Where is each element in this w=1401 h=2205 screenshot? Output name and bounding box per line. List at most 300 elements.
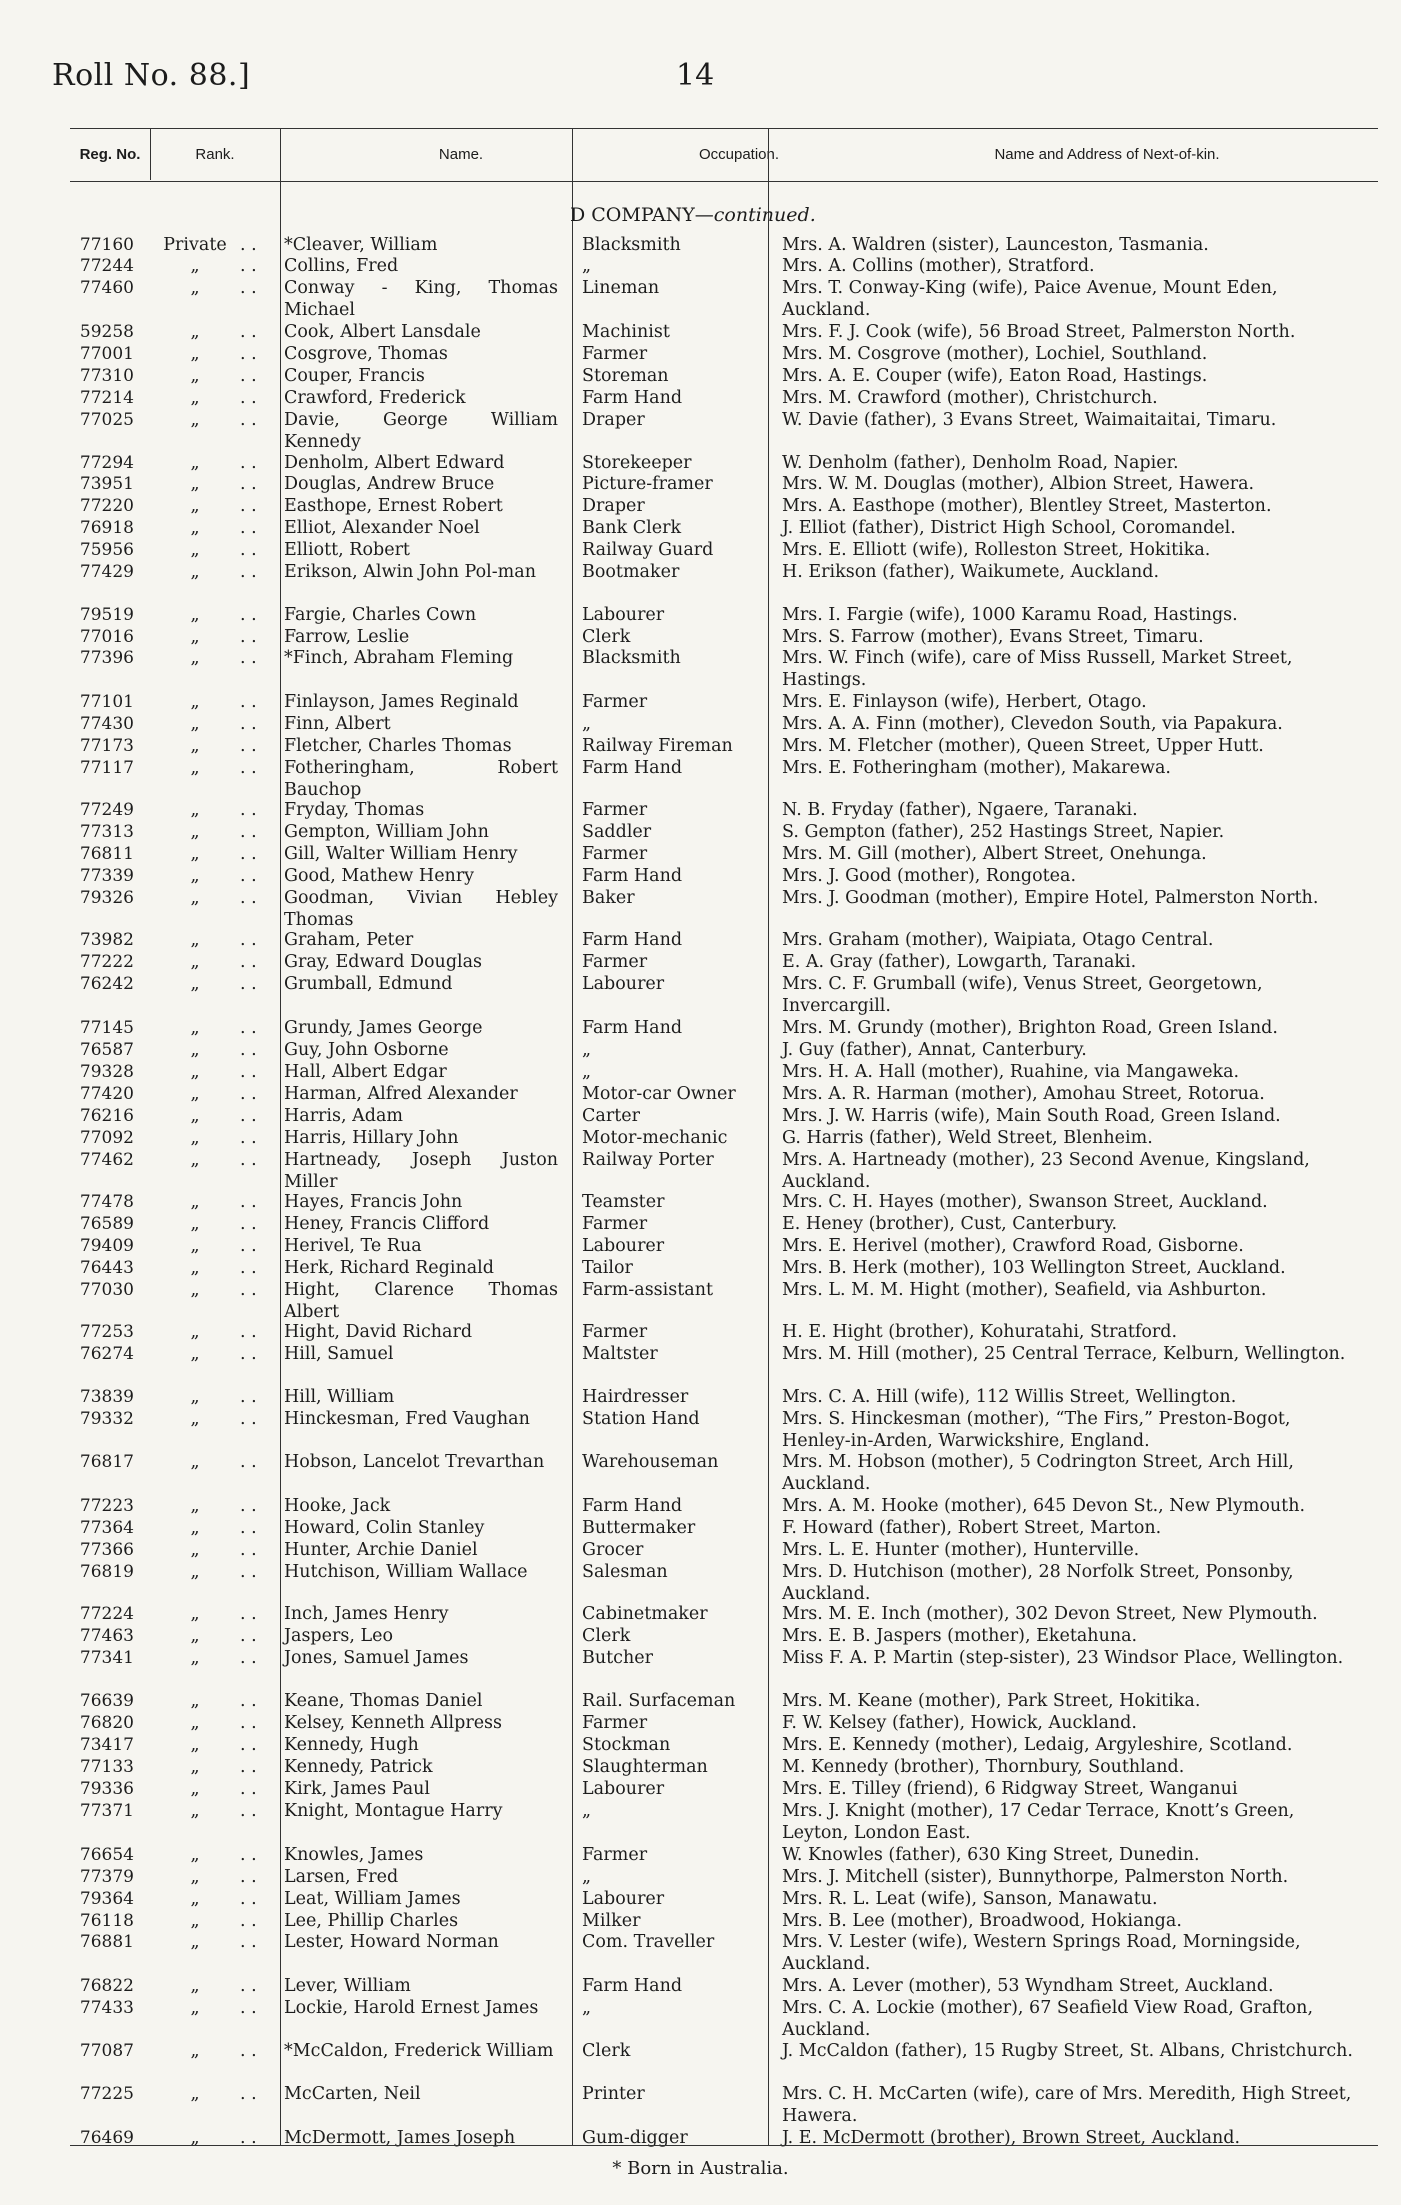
rank: „ <box>190 2128 200 2148</box>
occupation: Gum-digger <box>582 2128 688 2148</box>
next-of-kin: Mrs. B. Lee (mother), Broadwood, Hokianga. <box>782 1911 1182 1931</box>
next-of-kin: E. A. Gray (father), Lowgarth, Taranaki. <box>782 952 1137 972</box>
soldier-name: Leat, William James <box>284 1889 461 1909</box>
occupation: Baker <box>582 888 635 908</box>
occupation: Station Hand <box>582 1409 700 1429</box>
next-of-kin: G. Harris (father), Weld Street, Blenheim. <box>782 1128 1153 1148</box>
rank: „ <box>190 1648 200 1668</box>
reg-number: 77463 <box>79 1626 134 1646</box>
rank: „ <box>190 1150 200 1170</box>
soldier-name: Lever, William <box>284 1976 411 1996</box>
soldier-name: Fotheringham, Robert Bauchop <box>284 758 558 800</box>
occupation: Motor-car Owner <box>582 1084 736 1104</box>
soldier-name: Hartneady, Joseph Juston Miller <box>284 1150 558 1192</box>
rank: „ <box>190 714 200 734</box>
next-of-kin: Mrs. W. Finch (wife), care of Miss Russell, Market Street, Hastings. <box>782 648 1293 690</box>
occupation: „ <box>582 1801 592 1821</box>
soldier-name: *Finch, Abraham Fleming <box>284 648 514 668</box>
leader-dots: . . <box>240 1998 257 2018</box>
next-of-kin: Mrs. V. Lester (wife), Western Springs Road, Morningside, Auckland. <box>782 1932 1301 1974</box>
rank: „ <box>190 1779 200 1799</box>
leader-dots: . . <box>240 1648 257 1668</box>
leader-dots: . . <box>240 1387 257 1407</box>
occupation: Labourer <box>582 1889 665 1909</box>
occupation: Stockman <box>582 1735 671 1755</box>
rank: „ <box>190 822 200 842</box>
leader-dots: . . <box>240 1344 257 1364</box>
rank: „ <box>190 1867 200 1887</box>
occupation: Buttermaker <box>582 1518 696 1538</box>
reg-number: 77396 <box>79 648 134 668</box>
rank: „ <box>190 758 200 778</box>
rank: „ <box>190 1322 200 1342</box>
occupation: Saddler <box>582 822 652 842</box>
rank: „ <box>190 627 200 647</box>
reg-number: 76587 <box>79 1040 134 1060</box>
soldier-name: Davie, George William Kennedy <box>284 410 558 452</box>
rank: „ <box>190 1344 200 1364</box>
occupation: Maltster <box>582 1344 658 1364</box>
soldier-name: Gempton, William John <box>284 822 489 842</box>
soldier-name: Farrow, Leslie <box>284 627 410 647</box>
next-of-kin: H. E. Hight (brother), Kohuratahi, Stratford. <box>782 1322 1178 1342</box>
leader-dots: . . <box>240 714 257 734</box>
soldier-name: Grumball, Edmund <box>284 974 453 994</box>
reg-number: 77101 <box>79 692 134 712</box>
leader-dots: . . <box>240 1280 257 1300</box>
next-of-kin: Mrs. C. F. Grumball (wife), Venus Street, Georgetown, Invercargill. <box>782 974 1263 1016</box>
next-of-kin: Mrs. A. A. Finn (mother), Clevedon South, via Papakura. <box>782 714 1283 734</box>
col-rank: Rank. <box>195 146 235 163</box>
reg-number: 73982 <box>79 930 134 950</box>
next-of-kin: M. Kennedy (brother), Thornbury, Southland. <box>782 1757 1185 1777</box>
leader-dots: . . <box>240 1062 257 1082</box>
next-of-kin: Mrs. L. M. M. Hight (mother), Seafield, via Ashburton. <box>782 1280 1267 1300</box>
reg-number: 73417 <box>79 1735 134 1755</box>
next-of-kin: E. Heney (brother), Cust, Canterbury. <box>782 1214 1118 1234</box>
leader-dots: . . <box>240 1128 257 1148</box>
rank: „ <box>190 1409 200 1429</box>
occupation: Draper <box>582 496 645 516</box>
reg-number: 76881 <box>79 1932 134 1952</box>
next-of-kin: Mrs. S. Hinckesman (mother), “The Firs,” Preston-Bogot, Henley-in-Arden, Warwickshire, England. <box>782 1409 1291 1451</box>
occupation: „ <box>582 1062 592 1082</box>
soldier-name: Grundy, James George <box>284 1018 483 1038</box>
occupation: Slaughterman <box>582 1757 708 1777</box>
rank: „ <box>190 1084 200 1104</box>
occupation: Rail. Surfaceman <box>582 1691 736 1711</box>
reg-number: 77223 <box>79 1496 134 1516</box>
leader-dots: . . <box>240 844 257 864</box>
soldier-name: Goodman, Vivian Hebley Thomas <box>284 888 558 930</box>
leader-dots: . . <box>240 1214 257 1234</box>
rank: „ <box>190 1192 200 1212</box>
leader-dots: . . <box>240 410 257 430</box>
leader-dots: . . <box>240 1779 257 1799</box>
leader-dots: . . <box>240 952 257 972</box>
leader-dots: . . <box>240 974 257 994</box>
reg-number: 76654 <box>79 1845 134 1865</box>
leader-dots: . . <box>240 1236 257 1256</box>
reg-number: 77025 <box>79 410 134 430</box>
leader-dots: . . <box>240 1757 257 1777</box>
rank: „ <box>190 1040 200 1060</box>
leader-dots: . . <box>240 496 257 516</box>
reg-number: 79336 <box>79 1779 134 1799</box>
leader-dots: . . <box>240 562 257 582</box>
soldier-name: *McCaldon, Frederick William <box>284 2041 554 2061</box>
reg-number: 76443 <box>79 1258 134 1278</box>
reg-number: 76274 <box>79 1344 134 1364</box>
divider <box>150 128 151 180</box>
next-of-kin: Mrs. J. Knight (mother), 17 Cedar Terrace, Knott’s Green, Leyton, London East. <box>782 1801 1295 1843</box>
column-header-bar <box>70 128 1378 182</box>
footnote: * Born in Australia. <box>612 2158 789 2179</box>
rank: „ <box>190 930 200 950</box>
next-of-kin: Mrs. M. Gill (mother), Albert Street, Onehunga. <box>782 844 1207 864</box>
next-of-kin: Mrs. Graham (mother), Waipiata, Otago Central. <box>782 930 1214 950</box>
leader-dots: . . <box>240 1867 257 1887</box>
occupation: Farmer <box>582 1322 648 1342</box>
reg-number: 77460 <box>79 278 134 298</box>
reg-number: 77310 <box>79 366 134 386</box>
soldier-name: Kelsey, Kenneth Allpress <box>284 1713 503 1733</box>
reg-number: 77430 <box>79 714 134 734</box>
leader-dots: . . <box>240 866 257 886</box>
occupation: „ <box>582 1867 592 1887</box>
reg-number: 76242 <box>79 974 134 994</box>
rank: „ <box>190 256 200 276</box>
reg-number: 76820 <box>79 1713 134 1733</box>
leader-dots: . . <box>240 627 257 647</box>
leader-dots: . . <box>240 1976 257 1996</box>
reg-number: 77225 <box>79 2084 134 2104</box>
occupation: Clerk <box>582 1626 631 1646</box>
divider <box>280 128 281 2145</box>
occupation: Farmer <box>582 1845 648 1865</box>
soldier-name: Fryday, Thomas <box>284 800 425 820</box>
reg-number: 79409 <box>79 1236 134 1256</box>
soldier-name: Hunter, Archie Daniel <box>284 1540 478 1560</box>
next-of-kin: Mrs. A. Hartneady (mother), 23 Second Avenue, Kingsland, Auckland. <box>782 1150 1310 1192</box>
next-of-kin: Mrs. E. Herivel (mother), Crawford Road, Gisborne. <box>782 1236 1244 1256</box>
soldier-name: Inch, James Henry <box>284 1604 449 1624</box>
occupation: Blacksmith <box>582 648 681 668</box>
next-of-kin: Mrs. D. Hutchison (mother), 28 Norfolk Street, Ponsonby, Auckland. <box>782 1562 1294 1604</box>
occupation: Farmer <box>582 1713 648 1733</box>
reg-number: 77433 <box>79 1998 134 2018</box>
rank: „ <box>190 1496 200 1516</box>
reg-number: 76216 <box>79 1106 134 1126</box>
rank: „ <box>190 1562 200 1582</box>
leader-dots: . . <box>240 366 257 386</box>
rank: „ <box>190 692 200 712</box>
rank: „ <box>190 1735 200 1755</box>
reg-number: 76819 <box>79 1562 134 1582</box>
reg-number: 76811 <box>79 844 134 864</box>
leader-dots: . . <box>240 474 257 494</box>
next-of-kin: Mrs. R. L. Leat (wife), Sanson, Manawatu. <box>782 1889 1158 1909</box>
soldier-name: Cook, Albert Lansdale <box>284 322 481 342</box>
reg-number: 77092 <box>79 1128 134 1148</box>
rank: „ <box>190 1845 200 1865</box>
soldier-name: Hobson, Lancelot Trevarthan <box>284 1452 545 1472</box>
occupation: Labourer <box>582 974 665 994</box>
next-of-kin: Mrs. E. Elliott (wife), Rolleston Street, Hokitika. <box>782 540 1211 560</box>
leader-dots: . . <box>240 344 257 364</box>
leader-dots: . . <box>240 1040 257 1060</box>
leader-dots: . . <box>240 736 257 756</box>
occupation: Farmer <box>582 952 648 972</box>
next-of-kin: J. Elliot (father), District High School, Coromandel. <box>782 518 1236 538</box>
leader-dots: . . <box>240 888 257 908</box>
soldier-name: Finn, Albert <box>284 714 391 734</box>
next-of-kin: J. Guy (father), Annat, Canterbury. <box>782 1040 1087 1060</box>
rank: „ <box>190 1018 200 1038</box>
leader-dots: . . <box>240 1691 257 1711</box>
leader-dots: . . <box>240 518 257 538</box>
occupation: „ <box>582 1040 592 1060</box>
reg-number: 77214 <box>79 388 134 408</box>
soldier-name: Howard, Colin Stanley <box>284 1518 485 1538</box>
soldier-name: Lockie, Harold Ernest James <box>284 1998 539 2018</box>
soldier-name: Cosgrove, Thomas <box>284 344 448 364</box>
reg-number: 77173 <box>79 736 134 756</box>
soldier-name: Knowles, James <box>284 1845 424 1865</box>
occupation: Labourer <box>582 1236 665 1256</box>
rank: „ <box>190 278 200 298</box>
next-of-kin: Mrs. M. Crawford (mother), Christchurch. <box>782 388 1158 408</box>
reg-number: 73951 <box>79 474 134 494</box>
next-of-kin: Mrs. M. E. Inch (mother), 302 Devon Street, New Plymouth. <box>782 1604 1318 1624</box>
next-of-kin: Mrs. A. E. Couper (wife), Eaton Road, Hastings. <box>782 366 1208 386</box>
rank: „ <box>190 866 200 886</box>
reg-number: 77133 <box>79 1757 134 1777</box>
next-of-kin: S. Gempton (father), 252 Hastings Street, Napier. <box>782 822 1225 842</box>
rank: „ <box>190 344 200 364</box>
divider <box>572 128 573 2145</box>
reg-number: 77220 <box>79 496 134 516</box>
rank: „ <box>190 1757 200 1777</box>
soldier-name: Hill, Samuel <box>284 1344 394 1364</box>
rank: „ <box>190 366 200 386</box>
col-occupation: Occupation. <box>698 146 780 163</box>
next-of-kin: W. Davie (father), 3 Evans Street, Waimaitaitai, Timaru. <box>782 410 1277 430</box>
occupation: Labourer <box>582 605 665 625</box>
reg-number: 77117 <box>79 758 134 778</box>
next-of-kin: Mrs. A. R. Harman (mother), Amohau Street, Rotorua. <box>782 1084 1265 1104</box>
soldier-name: Lee, Phillip Charles <box>284 1911 459 1931</box>
rank: „ <box>190 496 200 516</box>
rank: „ <box>190 474 200 494</box>
reg-number: 77341 <box>79 1648 134 1668</box>
next-of-kin: Mrs. T. Conway-King (wife), Paice Avenue, Mount Eden, Auckland. <box>782 278 1278 320</box>
soldier-name: Good, Mathew Henry <box>284 866 475 886</box>
reg-number: 77478 <box>79 1192 134 1212</box>
reg-number: 77253 <box>79 1322 134 1342</box>
occupation: Blacksmith <box>582 235 681 255</box>
leader-dots: . . <box>240 1801 257 1821</box>
reg-number: 76822 <box>79 1976 134 1996</box>
occupation: „ <box>582 256 592 276</box>
leader-dots: . . <box>240 453 257 473</box>
leader-dots: . . <box>240 235 257 255</box>
occupation: Warehouseman <box>582 1452 719 1472</box>
rank: „ <box>190 2084 200 2104</box>
occupation: Farmer <box>582 800 648 820</box>
soldier-name: Jones, Samuel James <box>284 1648 469 1668</box>
next-of-kin: F. W. Kelsey (father), Howick, Auckland. <box>782 1713 1137 1733</box>
leader-dots: . . <box>240 1604 257 1624</box>
occupation: Storekeeper <box>582 453 692 473</box>
next-of-kin: Mrs. E. Fotheringham (mother), Makarewa. <box>782 758 1171 778</box>
rank: Private <box>163 235 227 255</box>
leader-dots: . . <box>240 1626 257 1646</box>
next-of-kin: Mrs. M. Grundy (mother), Brighton Road, Green Island. <box>782 1018 1278 1038</box>
reg-number: 77379 <box>79 1867 134 1887</box>
reg-number: 77364 <box>79 1518 134 1538</box>
rank: „ <box>190 1713 200 1733</box>
leader-dots: . . <box>240 1258 257 1278</box>
reg-number: 79328 <box>79 1062 134 1082</box>
next-of-kin: Mrs. J. W. Harris (wife), Main South Road, Green Island. <box>782 1106 1281 1126</box>
reg-number: 79519 <box>79 605 134 625</box>
leader-dots: . . <box>240 1845 257 1865</box>
soldier-name: Fletcher, Charles Thomas <box>284 736 512 756</box>
reg-number: 77244 <box>79 256 134 276</box>
soldier-name: Elliott, Robert <box>284 540 410 560</box>
occupation: Clerk <box>582 2041 631 2061</box>
occupation: Farmer <box>582 1214 648 1234</box>
soldier-name: Hutchison, William Wallace <box>284 1562 528 1582</box>
occupation: Farm Hand <box>582 930 683 950</box>
col-reg: Reg. No. <box>79 146 141 163</box>
occupation: Grocer <box>582 1540 644 1560</box>
col-name: Name. <box>438 146 484 163</box>
leader-dots: . . <box>240 1735 257 1755</box>
next-of-kin: Mrs. S. Farrow (mother), Evans Street, Timaru. <box>782 627 1204 647</box>
soldier-name: Hight, Clarence Thomas Albert <box>284 1280 558 1322</box>
occupation: Farm Hand <box>582 758 683 778</box>
soldier-name: Hinckesman, Fred Vaughan <box>284 1409 530 1429</box>
leader-dots: . . <box>240 1452 257 1472</box>
rank: „ <box>190 1889 200 1909</box>
occupation: Farm Hand <box>582 1496 683 1516</box>
soldier-name: Keane, Thomas Daniel <box>284 1691 483 1711</box>
next-of-kin: Mrs. E. Kennedy (mother), Ledaig, Argyleshire, Scotland. <box>782 1735 1293 1755</box>
occupation: Carter <box>582 1106 640 1126</box>
occupation: Com. Traveller <box>582 1932 715 1952</box>
rank: „ <box>190 1128 200 1148</box>
occupation: Bank Clerk <box>582 518 682 538</box>
reg-number: 77429 <box>79 562 134 582</box>
reg-number: 79332 <box>79 1409 134 1429</box>
leader-dots: . . <box>240 2041 257 2061</box>
rank: „ <box>190 1604 200 1624</box>
leader-dots: . . <box>240 1518 257 1538</box>
leader-dots: . . <box>240 1540 257 1560</box>
rank: „ <box>190 1998 200 2018</box>
reg-number: 77249 <box>79 800 134 820</box>
rank: „ <box>190 800 200 820</box>
leader-dots: . . <box>240 1889 257 1909</box>
soldier-name: Denholm, Albert Edward <box>284 453 505 473</box>
reg-number: 77366 <box>79 1540 134 1560</box>
next-of-kin: Mrs. J. Mitchell (sister), Bunnythorpe, Palmerston North. <box>782 1867 1289 1887</box>
occupation: Farmer <box>582 692 648 712</box>
soldier-name: Erikson, Alwin John Pol-man <box>284 562 536 582</box>
rank: „ <box>190 736 200 756</box>
leader-dots: . . <box>240 2084 257 2104</box>
occupation: Milker <box>582 1911 641 1931</box>
reg-number: 77371 <box>79 1801 134 1821</box>
reg-number: 77339 <box>79 866 134 886</box>
next-of-kin: Mrs. H. A. Hall (mother), Ruahine, via Mangaweka. <box>782 1062 1240 1082</box>
soldier-name: Knight, Montague Harry <box>284 1801 503 1821</box>
next-of-kin: Mrs. M. Cosgrove (mother), Lochiel, Southland. <box>782 344 1208 364</box>
leader-dots: . . <box>240 1192 257 1212</box>
occupation: Farm Hand <box>582 388 683 408</box>
next-of-kin: Mrs. I. Fargie (wife), 1000 Karamu Road, Hastings. <box>782 605 1238 625</box>
rank: „ <box>190 388 200 408</box>
leader-dots: . . <box>240 648 257 668</box>
occupation: Clerk <box>582 627 631 647</box>
occupation: Machinist <box>582 322 670 342</box>
occupation: Draper <box>582 410 645 430</box>
leader-dots: . . <box>240 692 257 712</box>
soldier-name: Hall, Albert Edgar <box>284 1062 447 1082</box>
reg-number: 77224 <box>79 1604 134 1624</box>
soldier-name: Harris, Adam <box>284 1106 403 1126</box>
soldier-name: Herk, Richard Reginald <box>284 1258 494 1278</box>
leader-dots: . . <box>240 540 257 560</box>
rank: „ <box>190 605 200 625</box>
soldier-name: Collins, Fred <box>284 256 399 276</box>
leader-dots: . . <box>240 822 257 842</box>
next-of-kin: Mrs. C. H. McCarten (wife), care of Mrs. Meredith, High Street, Hawera. <box>782 2084 1352 2126</box>
rank: „ <box>190 974 200 994</box>
next-of-kin: H. Erikson (father), Waikumete, Auckland. <box>782 562 1160 582</box>
leader-dots: . . <box>240 930 257 950</box>
occupation: Lineman <box>582 278 660 298</box>
soldier-name: Harman, Alfred Alexander <box>284 1084 518 1104</box>
reg-number: 77313 <box>79 822 134 842</box>
next-of-kin: Mrs. A. Waldren (sister), Launceston, Tasmania. <box>782 235 1209 255</box>
reg-number: 77160 <box>79 235 134 255</box>
occupation: Farmer <box>582 844 648 864</box>
occupation: Cabinetmaker <box>582 1604 708 1624</box>
soldier-name: Douglas, Andrew Bruce <box>284 474 495 494</box>
next-of-kin: W. Denholm (father), Denholm Road, Napier. <box>782 453 1179 473</box>
occupation: Storeman <box>582 366 669 386</box>
next-of-kin: Miss F. A. P. Martin (step-sister), 23 Windsor Place, Wellington. <box>782 1648 1344 1668</box>
occupation: Farm Hand <box>582 866 683 886</box>
reg-number: 77294 <box>79 453 134 473</box>
next-of-kin: Mrs. M. Hill (mother), 25 Central Terrace, Kelburn, Wellington. <box>782 1344 1346 1364</box>
rank: „ <box>190 540 200 560</box>
rank: „ <box>190 1236 200 1256</box>
reg-number: 77145 <box>79 1018 134 1038</box>
next-of-kin: Mrs. M. Hobson (mother), 5 Codrington Street, Arch Hill, Auckland. <box>782 1452 1294 1494</box>
soldier-name: Lester, Howard Norman <box>284 1932 499 1952</box>
leader-dots: . . <box>240 605 257 625</box>
leader-dots: . . <box>240 800 257 820</box>
leader-dots: . . <box>240 388 257 408</box>
next-of-kin: Mrs. E. Finlayson (wife), Herbert, Otago. <box>782 692 1147 712</box>
soldier-name: Hooke, Jack <box>284 1496 391 1516</box>
soldier-name: Jaspers, Leo <box>284 1626 393 1646</box>
leader-dots: . . <box>240 2128 257 2148</box>
